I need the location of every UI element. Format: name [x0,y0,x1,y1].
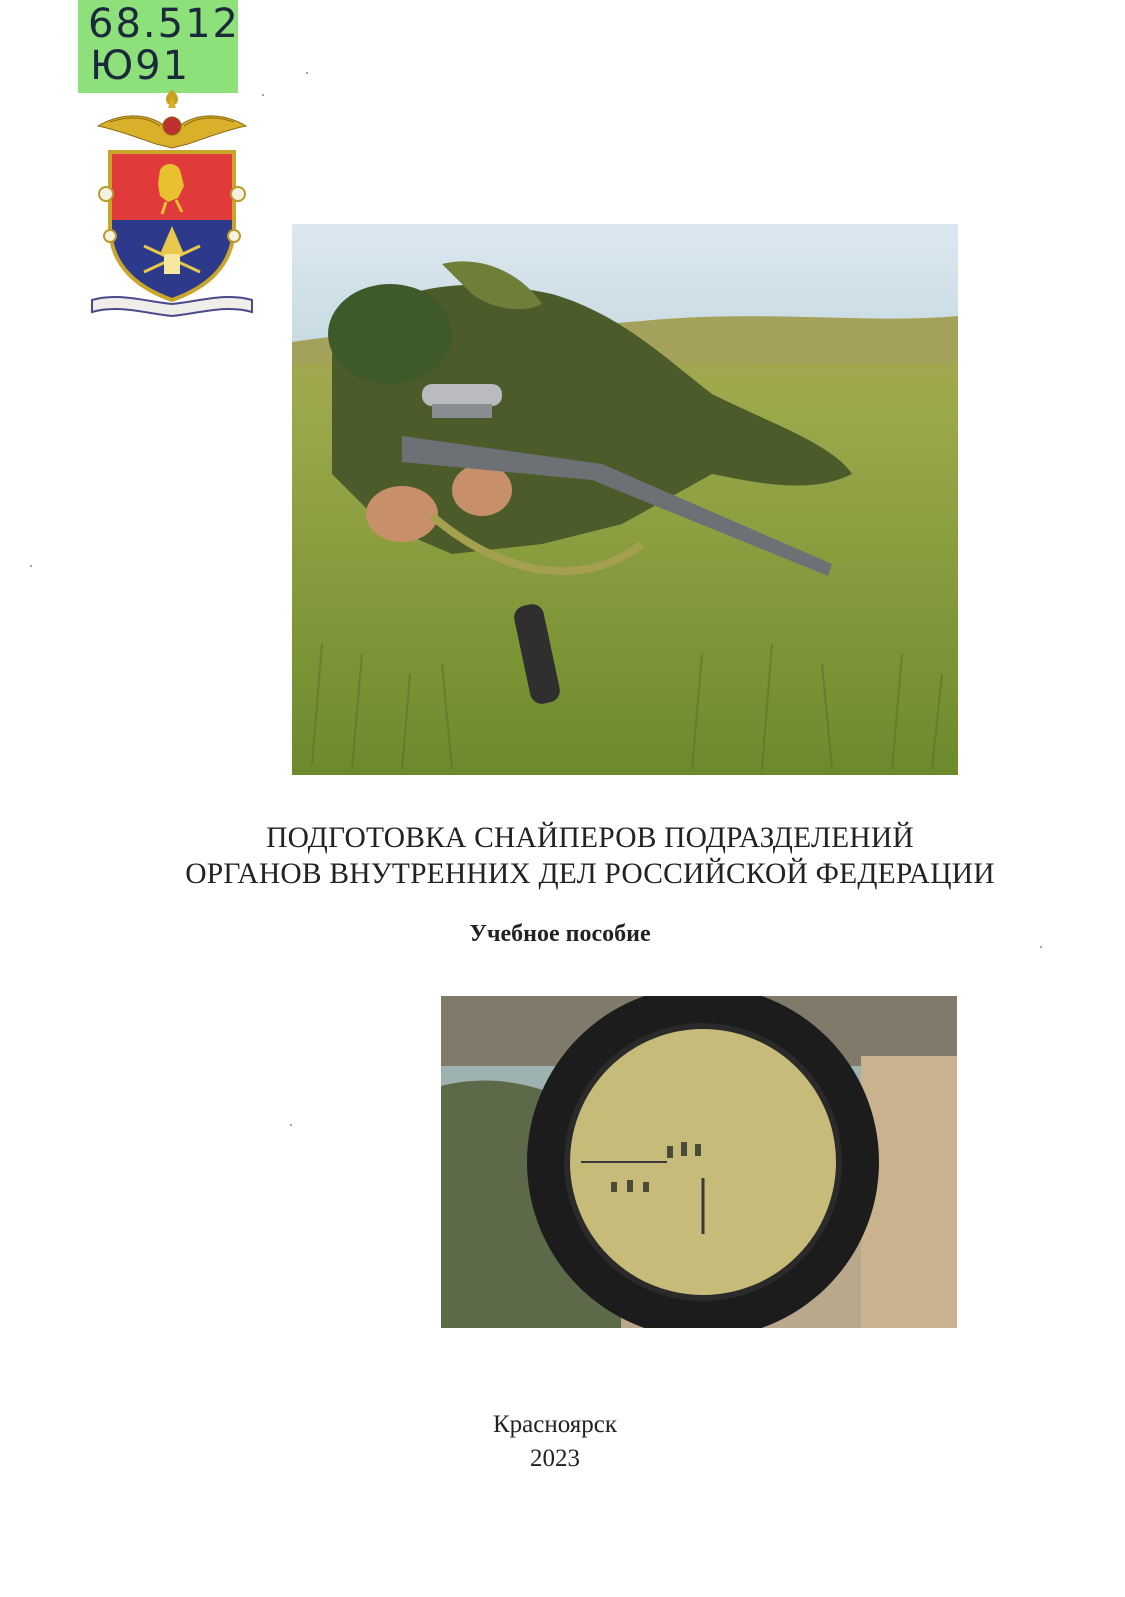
sniper-photo [292,224,958,775]
publication-year: 2023 [530,1445,580,1472]
shield-icon [99,152,245,300]
eagle-icon [98,90,246,148]
call-number-line1: 68.512 [88,1,240,47]
publication-city: Красноярск [492,1411,617,1438]
scan-speck [290,1124,292,1126]
scan-speck [30,565,32,567]
scope-view-photo [441,996,957,1328]
scan-speck [262,94,264,96]
library-sticker [78,0,238,93]
scan-speck [306,72,308,74]
institute-emblem [88,86,256,332]
title-line-1: ПОДГОТОВКА СНАЙПЕРОВ ПОДРАЗДЕЛЕНИЙ [266,822,914,854]
call-number-line2: Ю91 [90,43,191,89]
subtitle: Учебное пособие [469,921,651,947]
title-line-2: ОРГАНОВ ВНУТРЕННИХ ДЕЛ РОССИЙСКОЙ ФЕДЕРАЦИИ [185,858,995,890]
scan-speck [1040,946,1042,948]
